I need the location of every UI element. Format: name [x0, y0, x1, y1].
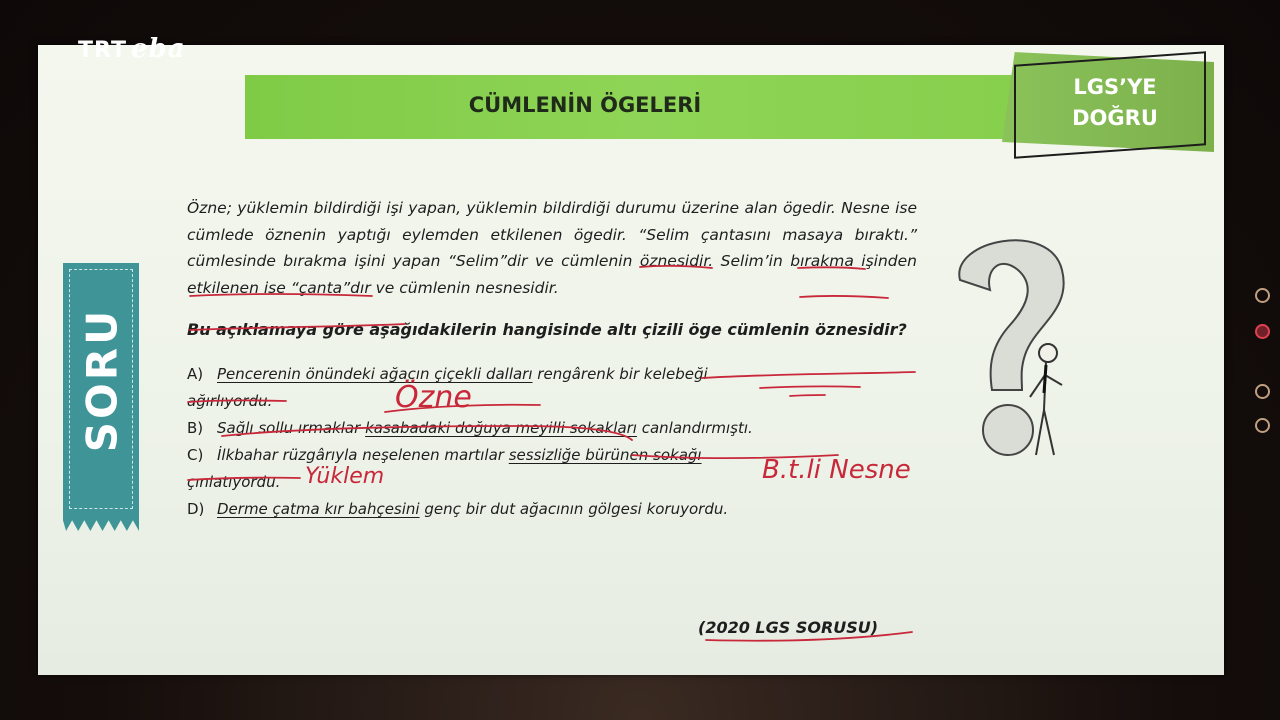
trt-eba-logo: [78, 34, 186, 64]
question-mark-svg: [940, 225, 1080, 465]
option-underlined: Pencerenin önündeki ağacın çiçekli dalları: [217, 365, 533, 383]
option-b[interactable]: [187, 415, 917, 442]
explanation-line: çantasını masaya bıraktı.” cümlesinde bırakma işini yapan “Selim”dir ve: [187, 225, 917, 270]
option-label: A): [187, 365, 204, 383]
option-label: D): [187, 500, 205, 518]
ozne-handwriting: Özne: [395, 380, 472, 415]
title-banner: [245, 75, 1045, 139]
question-line: Bu açıklamaya göre aşağıdakilerin hangisinde altı çizili öge cümlenin: [187, 320, 810, 339]
page-title: CÜMLENİN ÖGELERİ: [468, 93, 702, 117]
option-text: genç bir dut ağacının gölgesi koruyordu.: [419, 500, 729, 518]
stick-figure-icon: [1030, 344, 1062, 455]
side-tool-icon[interactable]: [1255, 384, 1270, 399]
bli-nesne-handwriting: B.t.li Nesne: [762, 455, 911, 485]
option-underlined: Derme çatma kır bahçesini: [217, 500, 420, 518]
option-text: Sağlı sollu ırmaklar: [217, 419, 366, 437]
question-content: [187, 195, 917, 523]
option-text: İlkbahar rüzgârıyla neşelenen martılar: [217, 446, 509, 464]
answer-options: [187, 361, 917, 523]
explanation-paragraph: [187, 195, 917, 301]
option-c[interactable]: [187, 442, 917, 469]
lgs-badge: [1040, 72, 1190, 134]
option-text: canlandırmıştı.: [636, 419, 753, 437]
option-a-continuation: ağırlıyordu.: [187, 392, 273, 410]
side-tool-icon[interactable]: [1255, 324, 1270, 339]
side-toolbar: [1255, 288, 1275, 438]
lgs-badge-line2: DOĞRU: [1072, 106, 1158, 130]
option-d[interactable]: [187, 496, 917, 523]
question-stem: [187, 317, 917, 343]
option-underlined: sessizliğe bürünen sokağı: [508, 446, 702, 464]
option-text: rengârenk bir kelebeği: [532, 365, 708, 383]
explanation-line: Özne; yüklemin bildirdiği işi yapan, yüklemin bildirdiği durumu üzerine alan: [187, 199, 778, 217]
source-label: (2020 LGS SORUSU): [698, 618, 879, 637]
logo-eba: eba: [130, 34, 186, 64]
explanation-line: cümlenin öznesidir. Selim’in bırakma işinden etkilenen ise “çanta”dır ve: [187, 252, 917, 297]
question-line: öznesidir?: [815, 320, 907, 339]
explanation-line: cümlenin nesnesidir.: [399, 278, 559, 297]
option-underlined: kasabadaki doğuya meyilli sokakları: [365, 419, 637, 437]
option-c-continuation: çınlatıyordu.: [187, 473, 281, 491]
side-tool-icon[interactable]: [1255, 418, 1270, 433]
soru-tag-label: SORU: [77, 307, 127, 453]
option-a[interactable]: [187, 361, 917, 388]
yuklem-handwriting: Yüklem: [305, 464, 385, 489]
lgs-badge-line1: LGS’YE: [1073, 75, 1157, 99]
side-tool-icon[interactable]: [1255, 288, 1270, 303]
option-label: C): [187, 446, 204, 464]
question-mark-illustration-icon: [940, 225, 1080, 465]
option-label: B): [187, 419, 204, 437]
logo-trt: TRT: [78, 38, 127, 63]
explanation-line: ögedir. Nesne ise cümlede öznenin yaptığı eylemden etkilenen ögedir. “Selim: [187, 199, 918, 244]
